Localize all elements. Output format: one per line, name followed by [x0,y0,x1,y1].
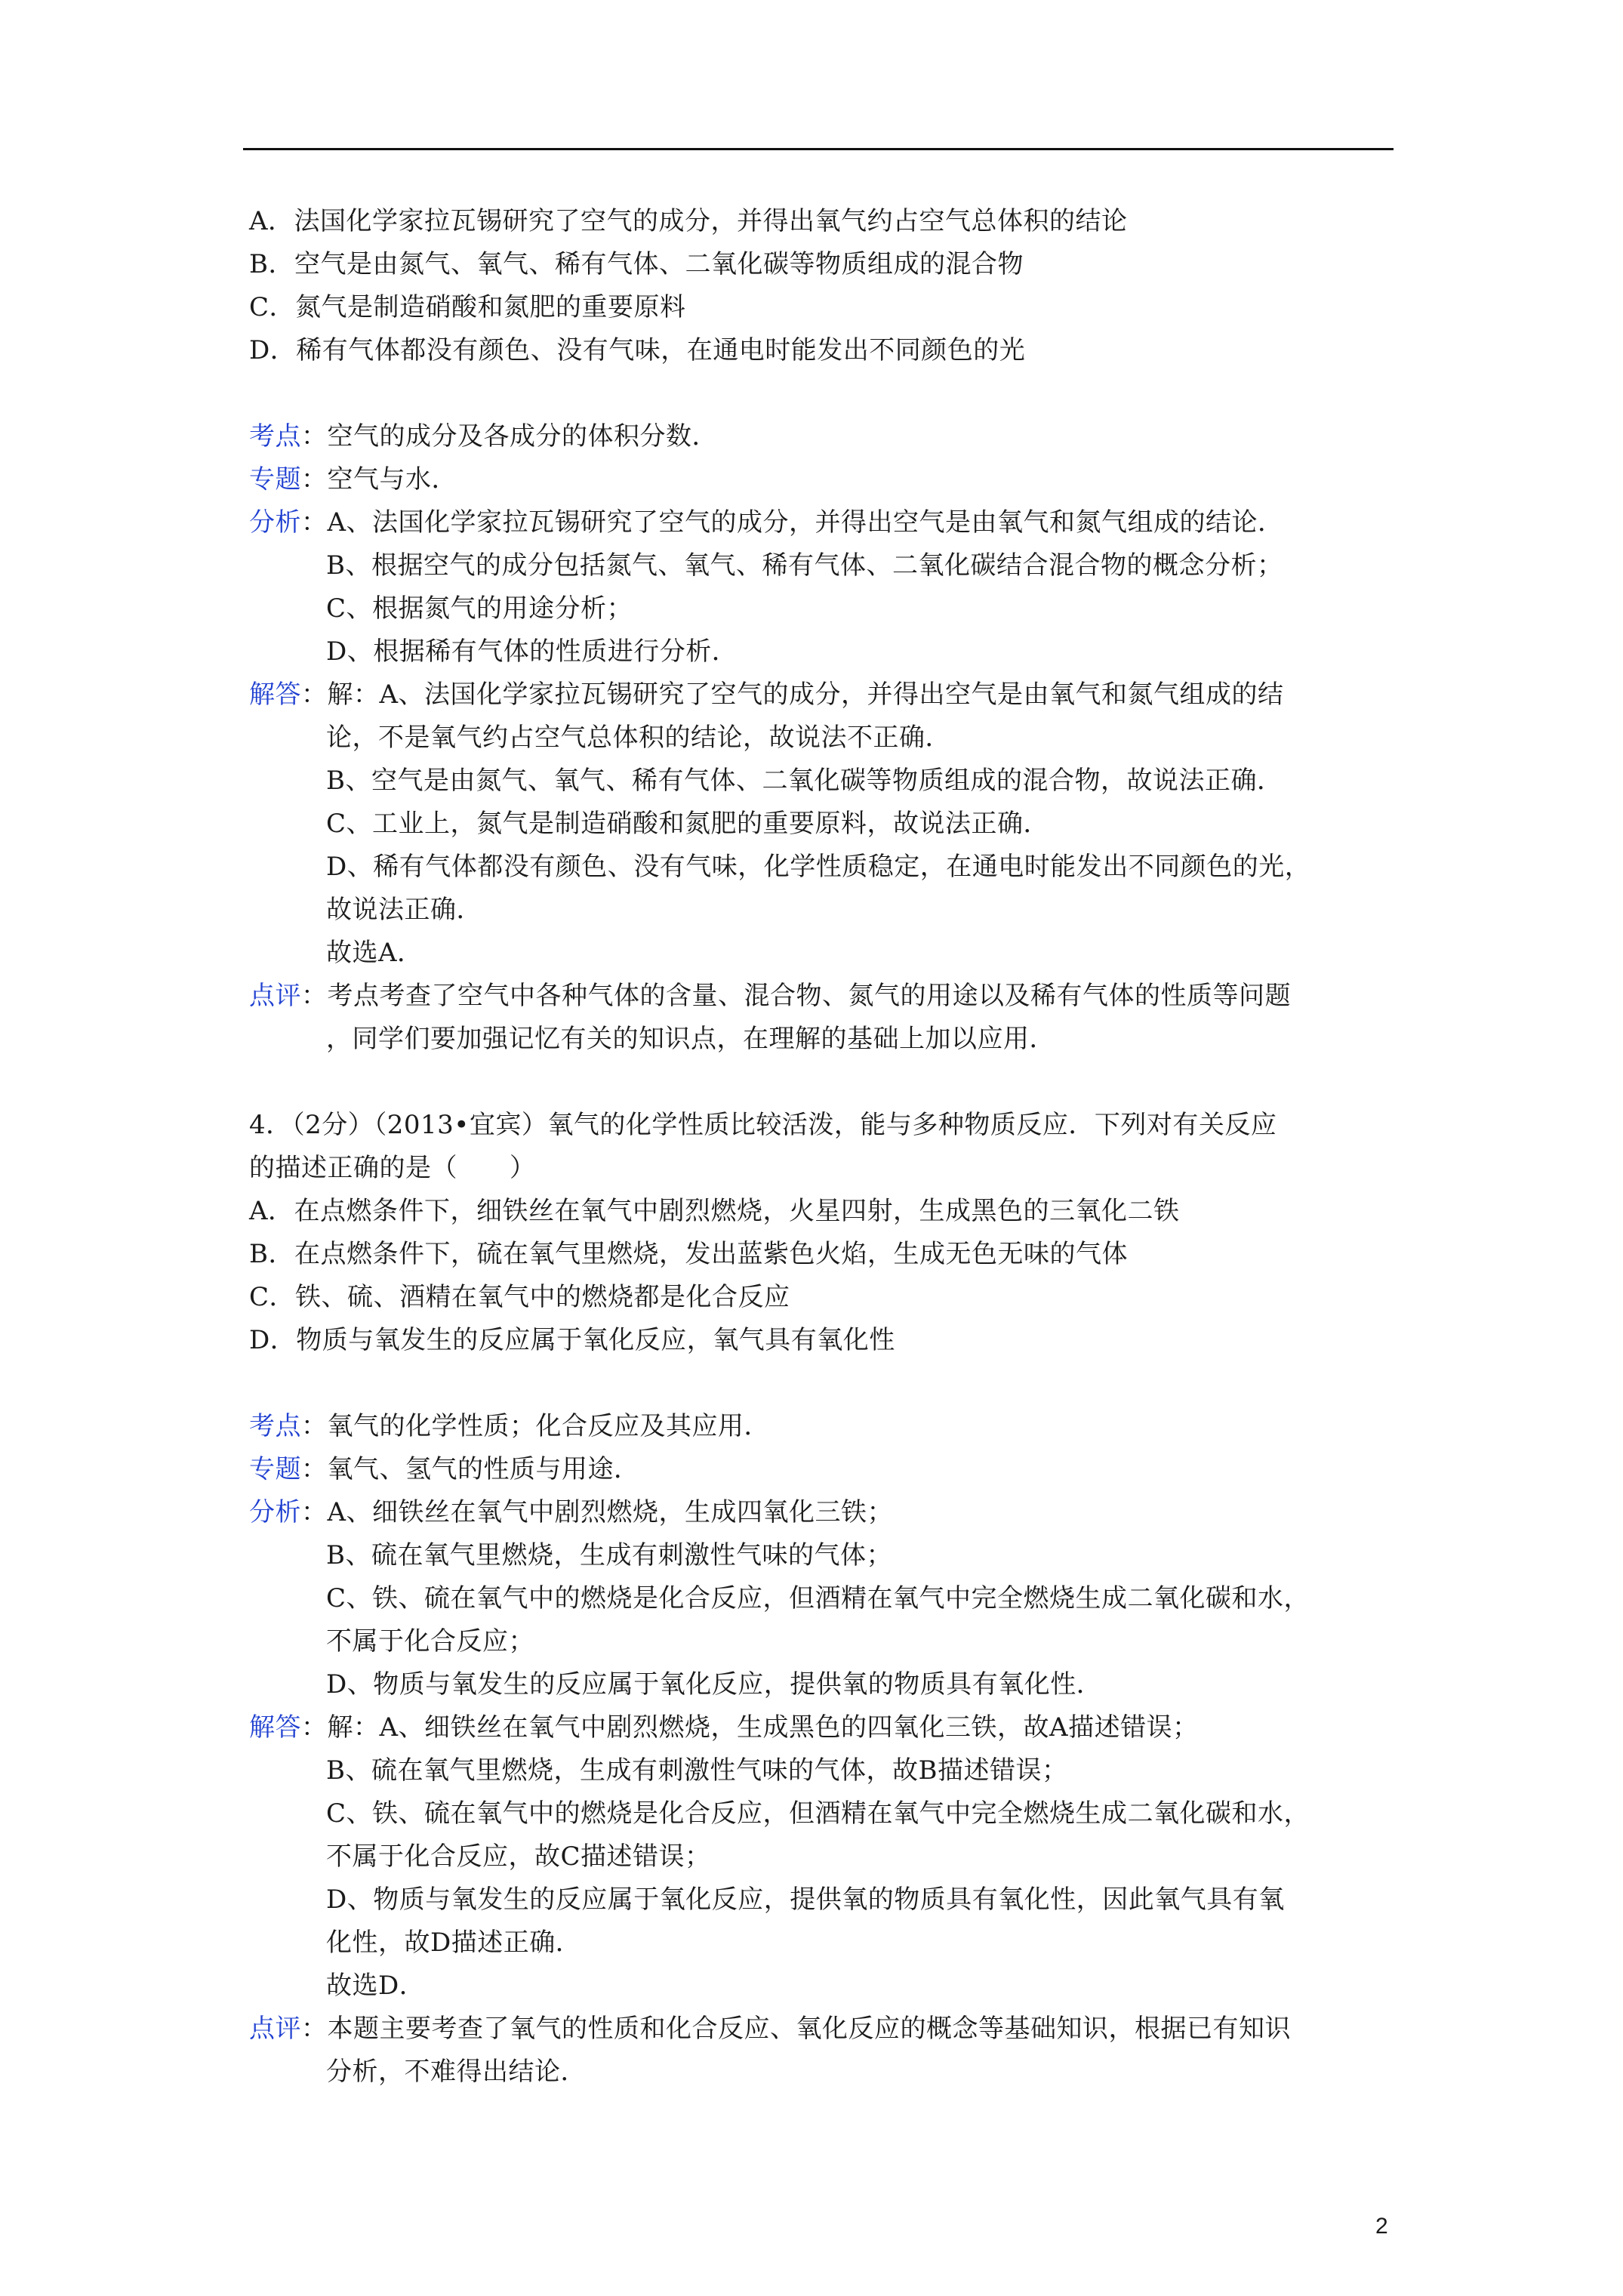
q4-kaodian [249,1410,770,1442]
q4-fenxi-line: ：A、细铁丝在氧气中剧烈燃烧，生成四氧化三铁； [301,1497,894,1527]
q3-jieda-line: 论，不是氧气约占空气总体积的结论，故说法不正确． [326,723,951,753]
q4-zhuanti-text: ：氧气、氢气的性质与用途． [301,1454,640,1484]
q3-kaodian [249,421,718,452]
q3-fenxi-label: 分析 [249,507,301,538]
q4-option-c: C．铁、硫、酒精在氧气中的燃烧都是化合反应 [249,1282,790,1312]
q4-dianping-line: ：本题主要考查了氧气的性质和化合反应、氧化反应的概念等基础知识，根据已有知识 [301,2014,1291,2044]
q3-fenxi-line: B、根据空气的成分包括氮气、氧气、稀有气体、二氧化碳结合混合物的概念分析； [326,550,1283,581]
q4-jieda-line: 故选D． [326,1971,426,2001]
q4-stem-line: 4．（2分）（2013•宜宾）氧气的化学性质比较活泼，能与多种物质反应．下列对有关反应 [249,1110,1277,1140]
q3-option-a: A．法国化学家拉瓦锡研究了空气的成分，并得出氧气约占空气总体积的结论 [249,206,1128,236]
q3-jieda-label: 解答 [249,680,301,710]
q4-fenxi-line: D、物质与氧发生的反应属于氧化反应，提供氧的物质具有氧化性． [326,1669,1103,1700]
q3-jieda-line: D、稀有气体都没有颜色、没有气味，化学性质稳定，在通电时能发出不同颜色的光， [326,852,1311,882]
q4-dianping [249,2013,1291,2045]
q4-dianping-line: 分析，不难得出结论． [326,2057,587,2087]
q3-fenxi [249,507,1284,538]
q3-option-d: D．稀有气体都没有颜色、没有气味，在通电时能发出不同颜色的光 [249,335,1026,365]
q4-kaodian-label: 考点 [249,1411,301,1441]
q4-zhuanti [249,1453,640,1485]
q4-jieda-line: B、硫在氧气里燃烧，生成有刺激性气味的气体，故B描述错误； [326,1755,1068,1786]
q4-zhuanti-label: 专题 [249,1454,301,1484]
q4-fenxi-line: 不属于化合反应； [326,1626,534,1657]
q3-zhuanti-text: ：空气与水． [301,464,457,495]
q3-jieda [249,679,1284,710]
q4-fenxi [249,1496,893,1528]
q3-fenxi-line: D、根据稀有气体的性质进行分析． [326,636,738,667]
q4-fenxi-line: C、铁、硫在氧气中的燃烧是化合反应，但酒精在氧气中完全燃烧生成二氧化碳和水， [326,1583,1310,1613]
q3-option-b: B．空气是由氮气、氧气、稀有气体、二氧化碳等物质组成的混合物 [249,249,1024,279]
q3-fenxi-line: ：A、法国化学家拉瓦锡研究了空气的成分，并得出空气是由氧气和氮气组成的结论． [301,507,1284,538]
q4-stem-line: 的描述正确的是（ ） [249,1153,536,1183]
q3-jieda-line: 故说法正确． [326,895,482,925]
q3-zhuanti-label: 专题 [249,464,301,495]
q4-option-d: D．物质与氧发生的反应属于氧化反应，氧气具有氧化性 [249,1325,895,1355]
q3-kaodian-text: ：空气的成分及各成分的体积分数． [301,421,718,451]
q4-jieda-line: D、物质与氧发生的反应属于氧化反应，提供氧的物质具有氧化性，因此氧气具有氧 [326,1885,1285,1915]
page-number: 2 [1375,2214,1388,2239]
q3-dianping-line: ，同学们要加强记忆有关的知识点，在理解的基础上加以应用． [326,1024,1055,1054]
q4-kaodian-text: ：氧气的化学性质；化合反应及其应用． [301,1411,770,1441]
q4-jieda-line: 不属于化合反应，故C描述错误； [326,1841,711,1872]
q3-jieda-line: 故选A． [326,938,423,968]
q4-jieda-line: ：解：A、细铁丝在氧气中剧烈燃烧，生成黑色的四氧化三铁，故A描述错误； [301,1712,1199,1743]
q3-dianping-label: 点评 [249,981,301,1011]
q4-jieda [249,1712,1199,1743]
q3-dianping [249,980,1291,1012]
q4-fenxi-line: B、硫在氧气里燃烧，生成有刺激性气味的气体； [326,1540,892,1570]
q3-jieda-line: C、工业上，氮气是制造硝酸和氮肥的重要原料，故说法正确． [326,809,1050,839]
q3-option-c: C．氮气是制造硝酸和氮肥的重要原料 [249,292,686,322]
q4-jieda-label: 解答 [249,1712,301,1743]
q4-option-a: A．在点燃条件下，细铁丝在氧气中剧烈燃烧，火星四射，生成黑色的三氧化二铁 [249,1196,1180,1226]
q3-jieda-line: ：解：A、法国化学家拉瓦锡研究了空气的成分，并得出空气是由氧气和氮气组成的结 [301,680,1284,710]
q3-dianping-line: ：考点考查了空气中各种气体的含量、混合物、氮气的用途以及稀有气体的性质等问题 [301,981,1291,1011]
q4-jieda-line: 化性，故D描述正确． [326,1928,582,1958]
q4-dianping-label: 点评 [249,2014,301,2044]
q3-zhuanti [249,464,457,495]
q3-kaodian-label: 考点 [249,421,301,451]
q4-jieda-line: C、铁、硫在氧气中的燃烧是化合反应，但酒精在氧气中完全燃烧生成二氧化碳和水， [326,1798,1310,1829]
q4-fenxi-label: 分析 [249,1497,301,1527]
header-rule [243,148,1394,150]
q3-jieda-line: B、空气是由氮气、氧气、稀有气体、二氧化碳等物质组成的混合物，故说法正确． [326,766,1283,796]
q4-option-b: B．在点燃条件下，硫在氧气里燃烧，发出蓝紫色火焰，生成无色无味的气体 [249,1239,1128,1269]
q3-fenxi-line: C、根据氮气的用途分析； [326,593,633,624]
